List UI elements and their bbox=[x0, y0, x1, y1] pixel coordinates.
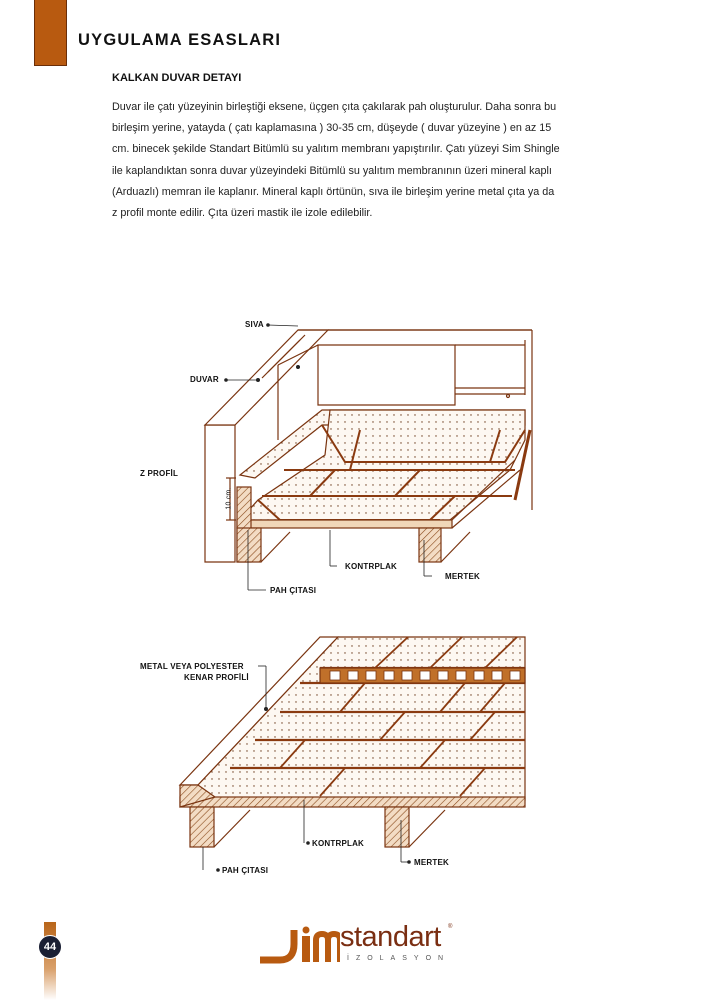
parapet-wall-diagram bbox=[205, 330, 532, 562]
roof-surface bbox=[240, 410, 525, 520]
label-mertek-1: MERTEK bbox=[445, 572, 480, 581]
body-line: cm. binecek şekilde Standart Bitümlü su yalıtım membranı yapıştırılır. Çatı yüzeyi Sim Shingle bbox=[112, 143, 560, 156]
page-tab bbox=[44, 922, 56, 1000]
label-kenar-profili-line1: METAL VEYA POLYESTER bbox=[140, 662, 244, 671]
plywood-layer bbox=[237, 520, 452, 528]
brand-logo-mark bbox=[258, 926, 340, 966]
label-dimension: 10 cm. bbox=[225, 487, 233, 510]
label-kontrplak-2: KONTRPLAK bbox=[312, 839, 365, 848]
page-number: 44 bbox=[38, 935, 62, 959]
body-line: (Arduazlı) memran ile kaplanır. Mineral kaplı örtünün, sıva ile birleşim yerine metal çıta ya da bbox=[112, 185, 555, 198]
rafter bbox=[419, 528, 441, 562]
sub-title: KALKAN DUVAR DETAYI bbox=[112, 72, 242, 84]
body-line: ile kaplandıktan sonra duvar yüzeyindeki Bitümlü su yalıtım membranının üzeri mineral kaplı bbox=[112, 164, 552, 177]
plywood-layer bbox=[180, 797, 525, 807]
label-z-profil: Z PROFİL bbox=[140, 469, 179, 478]
label-pah-citasi-1: PAH ÇITASI bbox=[270, 586, 317, 595]
label-pah-citasi-2: PAH ÇITASI bbox=[222, 866, 269, 875]
body-line: birleşim yerine, yatayda ( çatı kaplamasına ) 30-35 cm, düşeyde ( duvar yüzeyine ) en az 15 bbox=[112, 122, 552, 135]
label-kenar-profili-line2: KENAR PROFİLİ bbox=[184, 673, 249, 682]
section-title: UYGULAMA ESASLARI bbox=[78, 31, 282, 49]
body-line: Duvar ile çatı yüzeyinin birleştiği eksene, üçgen çıta çakılarak pah oluşturulur. Daha sonra bu bbox=[112, 101, 557, 113]
brand-subtitle: İZOLASYON bbox=[347, 955, 451, 962]
label-siva: SIVA bbox=[245, 320, 264, 329]
label-duvar: DUVAR bbox=[190, 375, 219, 384]
registered-mark: ® bbox=[448, 924, 453, 930]
body-line: z profil monte edilir. Çıta üzeri mastik ile izole edilebilir. bbox=[112, 207, 373, 220]
label-kontrplak-1: KONTRPLAK bbox=[345, 562, 398, 571]
brand-name: standart bbox=[340, 921, 441, 953]
label-mertek-2: MERTEK bbox=[414, 858, 449, 867]
